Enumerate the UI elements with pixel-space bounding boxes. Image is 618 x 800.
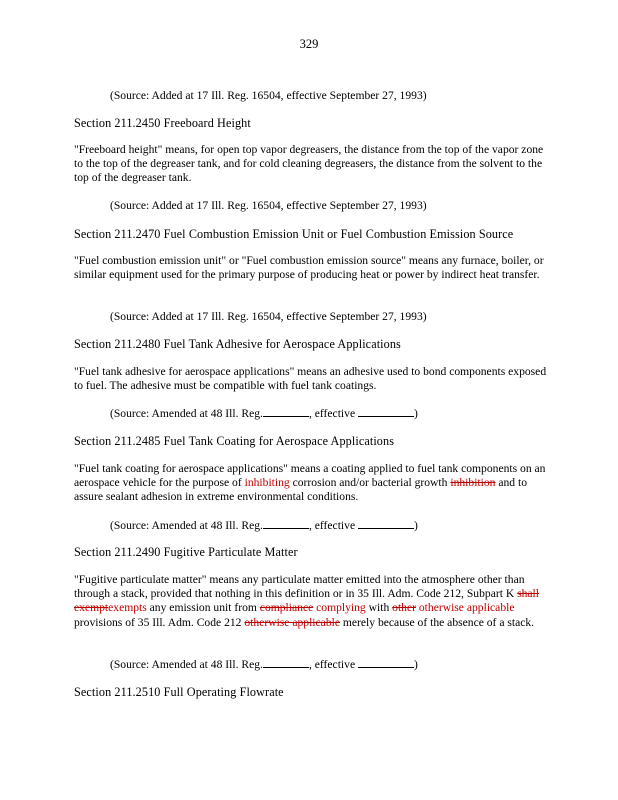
- source-note: (Source: Added at 17 Ill. Reg. 16504, effective September 27, 1993): [110, 89, 427, 102]
- blank-effective-date: [358, 657, 414, 668]
- inserted-text: exempts: [108, 601, 147, 615]
- definition-fuel-tank-adhesive: "Fuel tank adhesive for aerospace applications" means an adhesive used to bond components exposed to fuel. The adhesive must be compatible with fuel tank coatings.: [74, 365, 547, 393]
- text-run: corrosion and/or bacterial growth: [289, 476, 451, 490]
- section-heading-2485: Section 211.2485 Fuel Tank Coating for Aerospace Applications: [74, 434, 395, 448]
- amended-prefix: (Source: Amended at 48 Ill. Reg.: [110, 658, 263, 671]
- source-note: (Source: Added at 17 Ill. Reg. 16504, effective September 27, 1993): [110, 199, 427, 212]
- inserted-text: otherwise applicable: [415, 601, 515, 615]
- text-run: "Fugitive particulate matter" means any particulate matter emitted into the atmosphere other than through a stack, provided that nothing in this definition or in 35 Ill. Adm. Code 212, Subpart K: [74, 573, 525, 601]
- deleted-text: other: [392, 601, 416, 615]
- text-run: provisions of 35 Ill. Adm. Code 212: [74, 615, 245, 629]
- section-heading-2490: Section 211.2490 Fugitive Particulate Matter: [74, 545, 298, 559]
- text-run: and to assure sealant adhesion in extreme environmental conditions.: [74, 476, 528, 504]
- amended-prefix: (Source: Amended at 48 Ill. Reg.: [110, 407, 263, 420]
- text-run: "Fuel tank coating for aerospace applications" means a coating applied to fuel tank components on an aerospace vehicle for the purpose of: [74, 462, 546, 490]
- deleted-text: compliance: [259, 601, 314, 615]
- source-note-amended: [110, 657, 418, 672]
- amended-end: ): [414, 658, 418, 671]
- definition-fugitive-particulate-matter: [74, 573, 550, 630]
- amended-mid: , effective: [308, 658, 356, 671]
- definition-freeboard-height: "Freeboard height" means, for open top vapor degreasers, the distance from the top of the vapor zone to the top of the degreaser tank, and for cold cleaning degreasers, the distance from the solvent to the top of the degreaser tank.: [74, 143, 544, 185]
- amended-mid: , effective: [308, 407, 356, 420]
- section-heading-2470: Section 211.2470 Fuel Combustion Emission Unit or Fuel Combustion Emission Source: [74, 227, 514, 241]
- deleted-text: otherwise applicable: [244, 615, 340, 629]
- section-heading-2450: Section 211.2450 Freeboard Height: [74, 116, 251, 130]
- page-number: 329: [299, 37, 319, 51]
- definition-fuel-combustion-unit: "Fuel combustion emission unit" or "Fuel combustion emission source" means any furnace, boiler, or similar equipment used for the primary purpose of producing heat or power by indirect heat transfer.: [74, 254, 544, 282]
- deleted-text: shall exempt: [74, 587, 539, 615]
- amended-prefix: (Source: Amended at 48 Ill. Reg.: [110, 519, 263, 532]
- section-heading-2510: Section 211.2510 Full Operating Flowrate: [74, 685, 284, 699]
- blank-effective-date: [358, 518, 414, 529]
- amended-mid: , effective: [308, 519, 356, 532]
- text-run: with: [365, 601, 393, 615]
- section-heading-2480: Section 211.2480 Fuel Tank Adhesive for Aerospace Applications: [74, 337, 401, 351]
- definition-fuel-tank-coating: [74, 462, 550, 505]
- text-run: merely because of the absence of a stack.: [339, 615, 535, 629]
- amended-end: ): [414, 519, 418, 532]
- blank-register-number: [263, 518, 309, 529]
- amended-end: ): [414, 407, 418, 420]
- blank-effective-date: [358, 406, 414, 417]
- deleted-text: inhibition: [450, 476, 496, 490]
- blank-register-number: [263, 657, 309, 668]
- source-note-amended: [110, 406, 418, 421]
- source-note-amended: [110, 518, 418, 533]
- inserted-text: inhibiting: [244, 476, 290, 490]
- source-note: (Source: Added at 17 Ill. Reg. 16504, effective September 27, 1993): [110, 310, 427, 323]
- text-run: any emission unit from: [146, 601, 260, 615]
- inserted-text: complying: [313, 601, 366, 615]
- blank-register-number: [263, 406, 309, 417]
